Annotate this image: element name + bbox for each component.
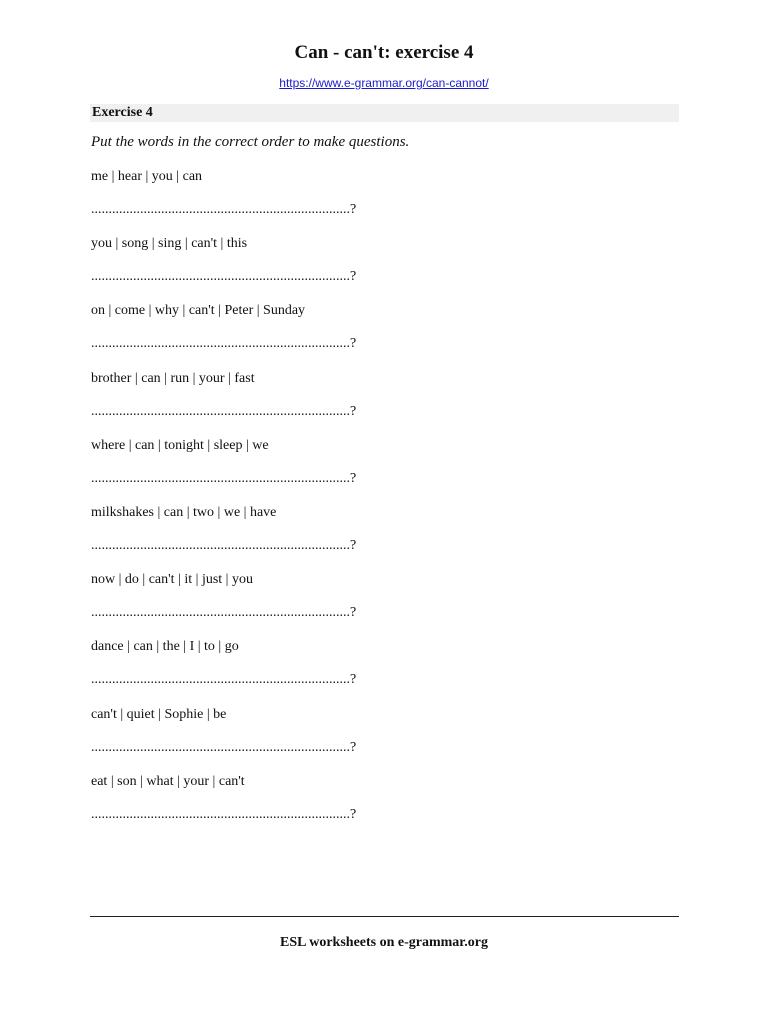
exercise-item [91, 773, 681, 840]
word-prompt: me | hear | you | can [91, 169, 203, 184]
word-prompt: eat | son | what | your | can't [91, 773, 245, 789]
exercise-item [91, 235, 681, 302]
answer-line[interactable]: ..........................................................................? [91, 403, 357, 419]
footer-text: ESL worksheets on e-grammar.org [280, 935, 488, 950]
answer-line[interactable]: ..........................................................................? [91, 269, 357, 285]
exercise-item [91, 638, 681, 705]
exercise-item [91, 706, 681, 773]
exercise-item [91, 504, 681, 571]
answer-line[interactable]: ..........................................................................? [91, 202, 357, 217]
exercise-item [91, 302, 681, 369]
answer-line[interactable]: ..........................................................................? [91, 605, 357, 621]
exercise-heading: Exercise 4 [90, 104, 679, 122]
word-prompt: milkshakes | can | two | we | have [91, 504, 277, 520]
source-link[interactable]: https://www.e-grammar.org/can-cannot/ [279, 76, 489, 90]
exercise-instruction: Put the words in the correct order to make questions. [91, 134, 410, 150]
answer-line[interactable]: ..........................................................................? [91, 672, 357, 688]
exercise-item [91, 437, 681, 504]
word-prompt: you | song | sing | can't | this [91, 236, 248, 252]
word-prompt: where | can | tonight | sleep | we [91, 437, 269, 453]
word-prompt: on | come | why | can't | Peter | Sunday [91, 303, 306, 319]
word-prompt: brother | can | run | your | fast [91, 370, 255, 386]
answer-line[interactable]: ..........................................................................? [91, 537, 357, 553]
exercise-item [91, 370, 681, 437]
answer-line[interactable]: ..........................................................................? [91, 470, 357, 486]
page-title: Can - can't: exercise 4 [294, 42, 474, 63]
footer-divider [90, 916, 679, 917]
answer-line[interactable]: ..........................................................................? [91, 739, 357, 755]
word-prompt: dance | can | the | I | to | go [91, 639, 239, 655]
exercise-item [91, 571, 681, 638]
exercise-item [91, 168, 681, 235]
exercise-items [91, 168, 681, 840]
word-prompt: now | do | can't | it | just | you [91, 572, 253, 588]
answer-line[interactable]: ..........................................................................? [91, 336, 357, 352]
answer-line[interactable]: ..........................................................................? [91, 806, 357, 822]
word-prompt: can't | quiet | Sophie | be [91, 706, 227, 722]
